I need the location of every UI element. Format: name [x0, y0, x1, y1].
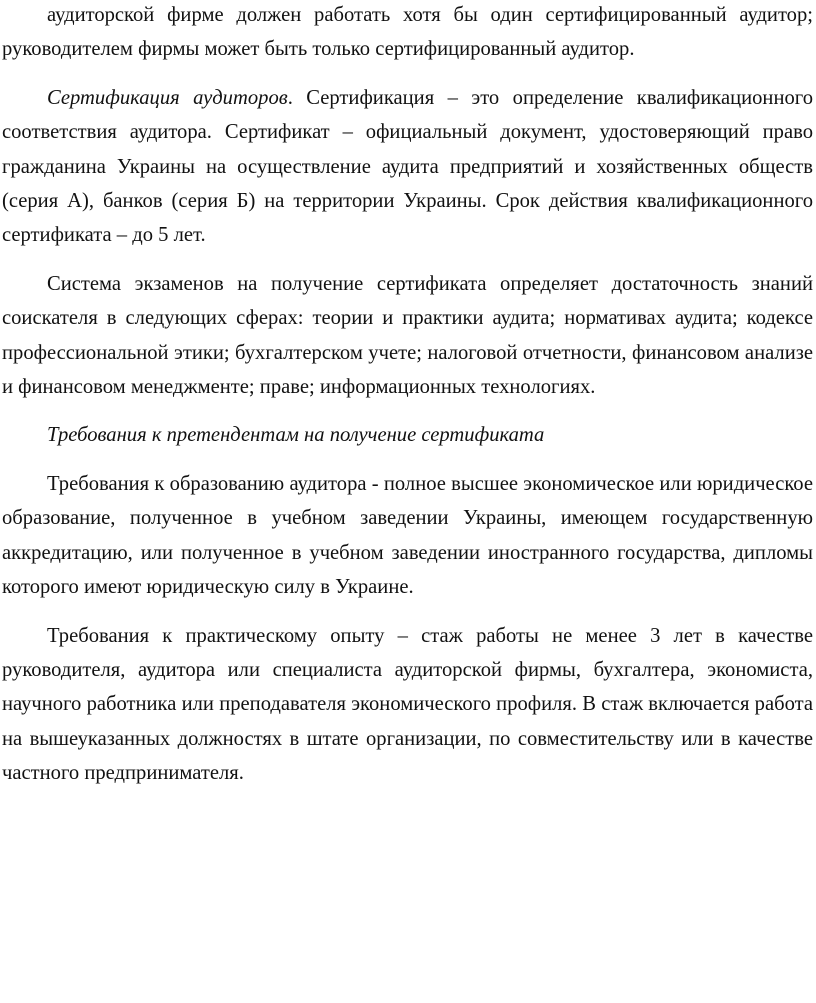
section-heading-requirements	[2, 418, 813, 452]
section-heading-text: Требования к претендентам на получение сертификата	[47, 424, 545, 447]
certification-definition: . Сертификация – это определение квалификационного соответствия аудитора. Сертификат – официальный документ, удостоверяющий право гражданина Украины на осуществление аудита предприятий и хозяйственных обществ (серия А), банков (серия Б) на территории Украины. Срок действия квалификационного сертификата – до 5 лет.	[2, 86, 813, 247]
paragraph-experience-text: Требования к практическому опыту – стаж работы не менее 3 лет в качестве руководителя, аудитора или специалиста аудиторской фирмы, бухгалтера, экономиста, научного работника или преподавателя экономического профиля. В стаж включается работа на вышеуказанных должностях в штате организации, по совместительству или в качестве частного предпринимателя.	[2, 624, 813, 785]
paragraph-gap	[2, 253, 813, 267]
paragraph-experience-requirements	[2, 619, 813, 791]
paragraph-auditor-firm	[2, 0, 813, 67]
paragraph-auditor-firm-text: аудиторской фирме должен работать хотя бы один сертифицированный аудитор; руководителем фирмы может быть только сертифицированный аудитор.	[2, 4, 813, 61]
paragraph-gap	[2, 605, 813, 619]
paragraph-certification	[2, 81, 813, 253]
paragraph-exam-system	[2, 267, 813, 405]
paragraph-education-text: Требования к образованию аудитора - полное высшее экономическое или юридическое образование, полученное в учебном заведении Украины, имеющем государственную аккредитацию, или полученное в учебном заведении иностранного государства, дипломы которого имеют юридическую силу в Украине.	[2, 472, 813, 599]
paragraph-gap	[2, 67, 813, 81]
certification-term: Сертификация аудиторов	[47, 86, 288, 109]
paragraph-gap	[2, 453, 813, 467]
paragraph-exam-system-text: Система экзаменов на получение сертификата определяет достаточность знаний соискателя в следующих сферах: теории и практики аудита; нормативах аудита; кодексе профессиональной этики; бухгалтерском учете; налоговой отчетности, финансовом анализе и финансовом менеджменте; праве; информационных технологиях.	[2, 272, 813, 399]
paragraph-gap	[2, 404, 813, 418]
paragraph-education-requirements	[2, 467, 813, 605]
